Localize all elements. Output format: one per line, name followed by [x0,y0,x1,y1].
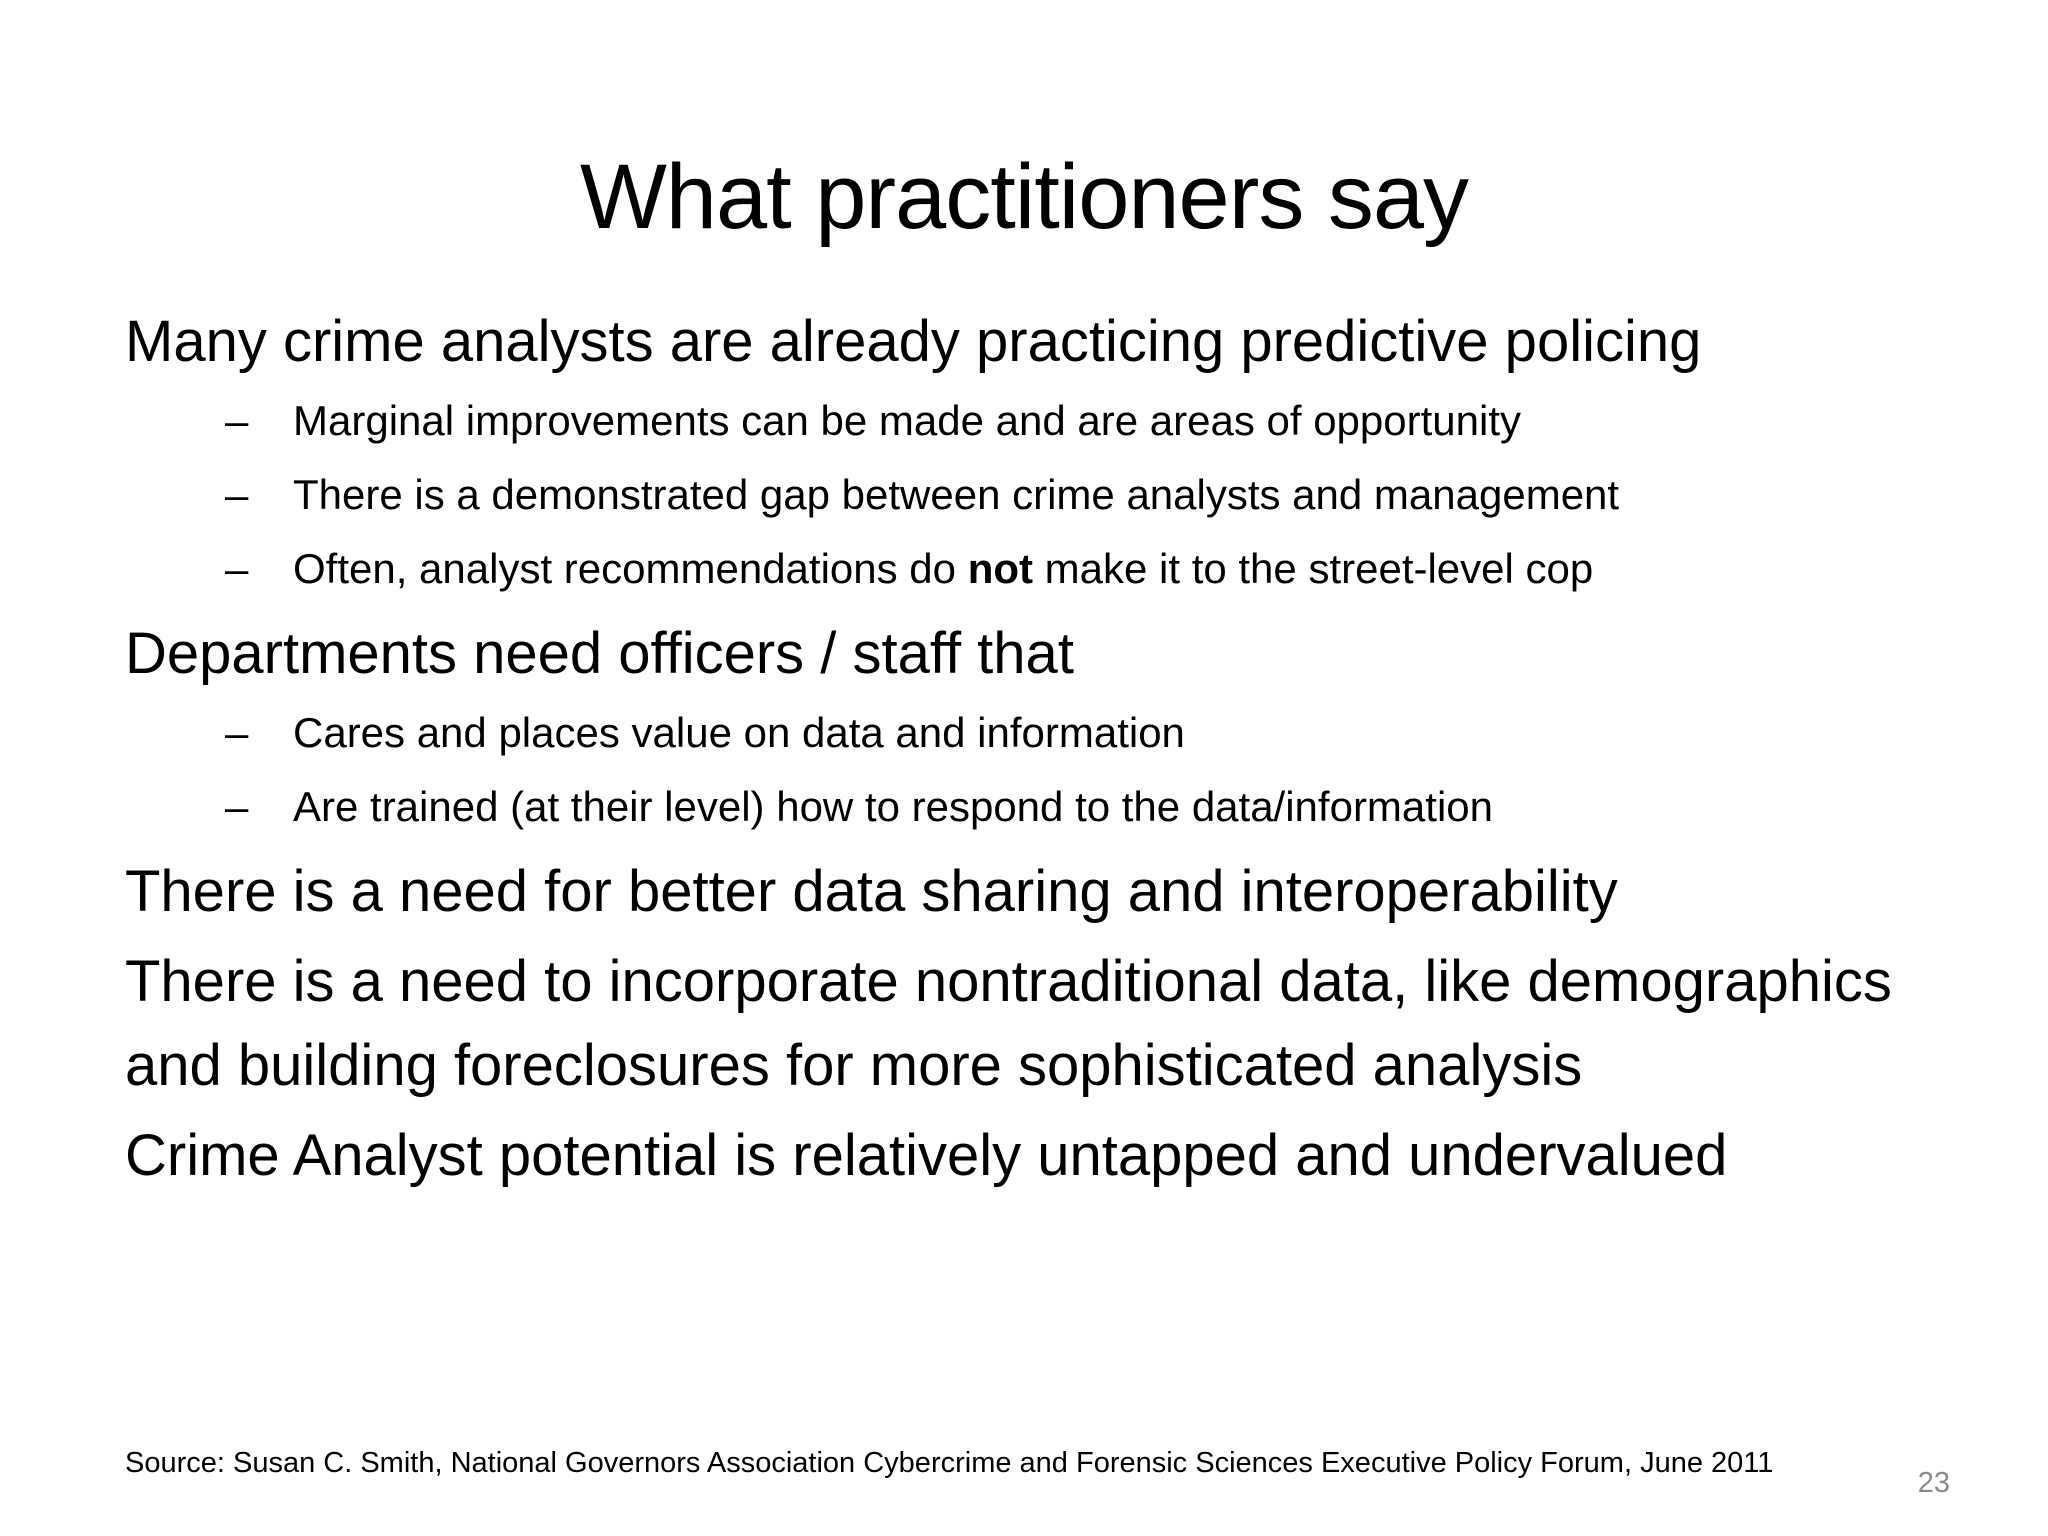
dash-marker: – [225,709,249,756]
dash-marker: – [225,545,249,592]
bullet-4: There is a need to incorporate nontraditional data, like demographics and building foreclosures for more sophisticated analysis [125,949,1892,1098]
bullet-2: Departments need officers / staff that [125,621,1074,686]
slide-title: What practitioners say [579,146,1469,248]
sub-bullet-text: There is a demonstrated gap between crime analysts and management [293,471,1620,518]
sub-bullet-text: Cares and places value on data and information [293,709,1185,756]
sub-bullet-text: Are trained (at their level) how to respond to the data/information [293,783,1493,830]
sub-bullet-bold-word: not [967,545,1033,592]
sub-bullet-text-before: Often, analyst recommendations do [293,545,968,592]
sub-bullet [125,696,1925,770]
sub-bullet [125,458,1925,532]
dash-marker: – [225,471,249,518]
bullet-3: There is a need for better data sharing and interoperability [125,859,1618,924]
sub-bullet-text-after: make it to the street-level cop [1032,545,1594,592]
sub-bullet-text: Marginal improvements can be made and are areas of opportunity [293,397,1522,444]
page-number: 23 [1917,1467,1950,1499]
sub-bullet [125,532,1925,606]
dash-marker: – [225,783,249,830]
bullet-5: Crime Analyst potential is relatively untapped and undervalued [125,1123,1728,1188]
dash-marker: – [225,397,249,444]
bullet-1: Many crime analysts are already practicing predictive policing [125,309,1702,374]
slide-body [125,300,1925,1198]
sub-bullet [125,384,1925,458]
sub-bullet [125,770,1925,844]
source-citation: Source: Susan C. Smith, National Governors Association Cybercrime and Forensic Sciences Executive Policy Forum, June 2011 [125,1447,1774,1479]
